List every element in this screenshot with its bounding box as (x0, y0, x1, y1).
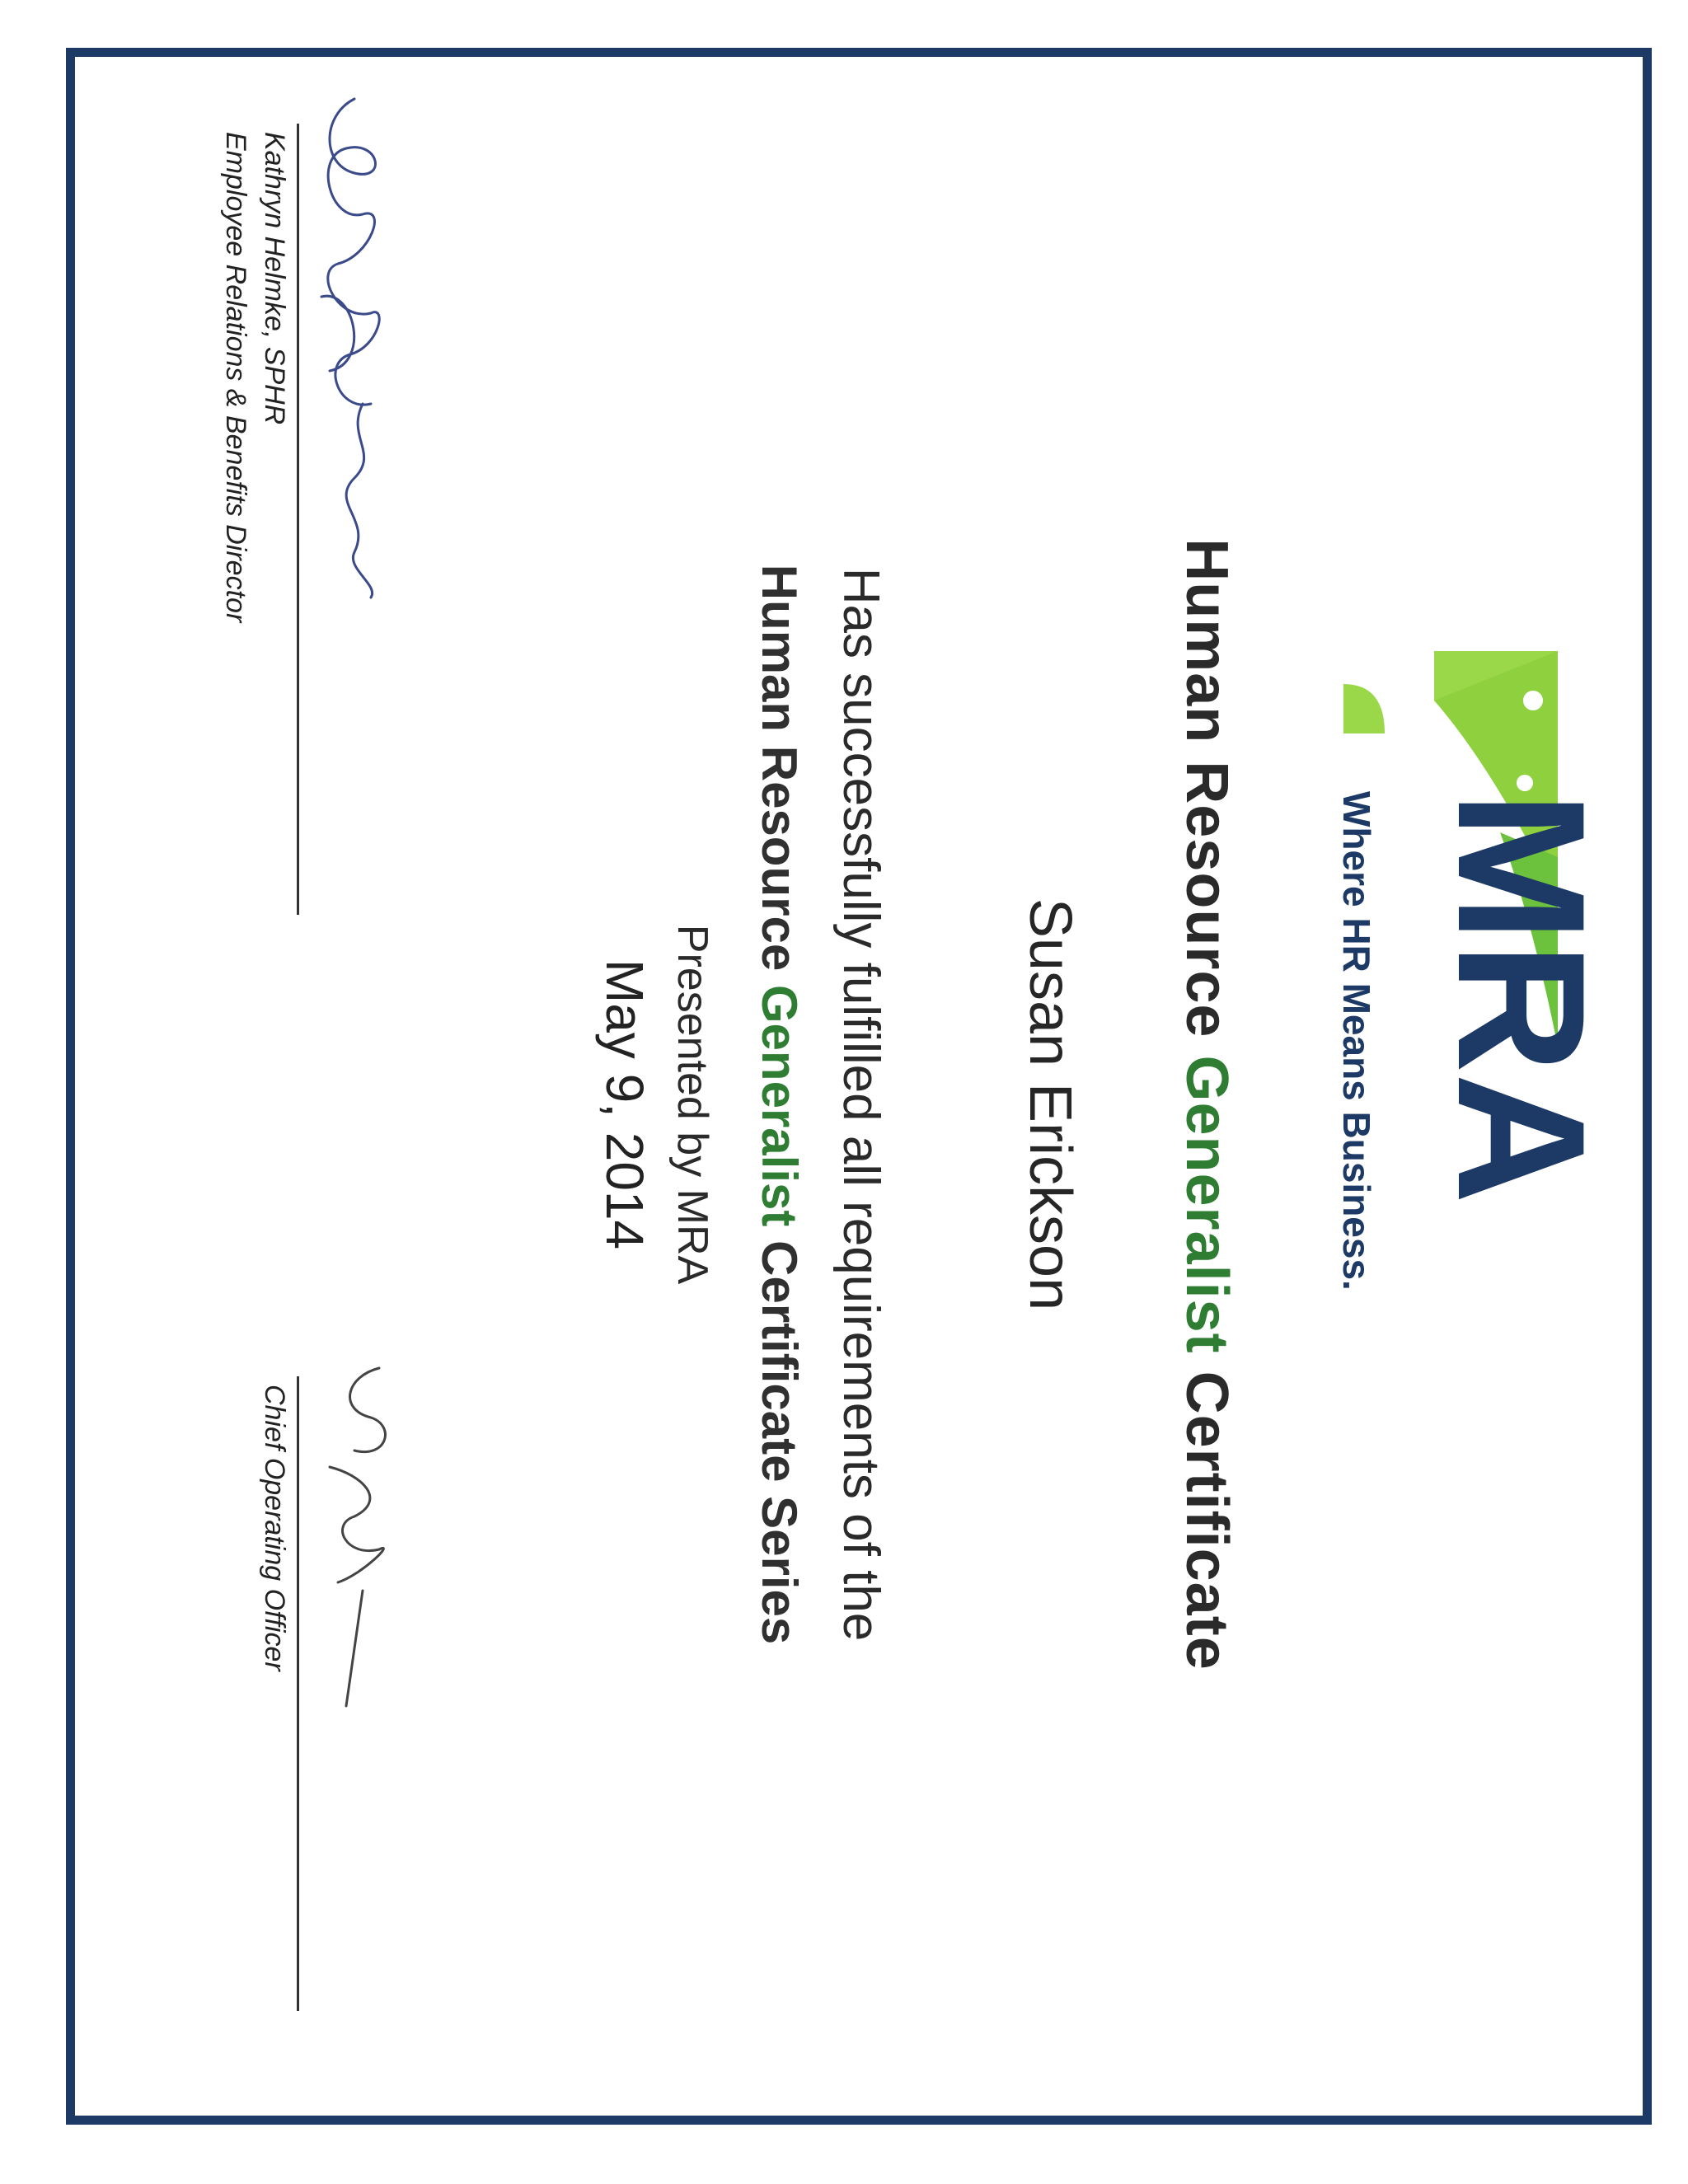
title-suffix: Certificate (1174, 1353, 1240, 1671)
completion-statement: Has successfully fulfilled all requirements of the (832, 567, 889, 1642)
series-prefix: Human Resource (752, 564, 807, 985)
signature-line-right (297, 1376, 299, 2011)
logo-dot (1517, 775, 1533, 791)
right-signature (313, 1360, 404, 1722)
left-signature (305, 91, 396, 602)
series-suffix: Certificate Series (752, 1226, 807, 1645)
logo-tagline: Where HR Means Business. (1335, 791, 1378, 1291)
logo-wordmark: MRA (1420, 791, 1623, 1205)
certificate-title (1173, 297, 1240, 1912)
right-signer-title: Chief Operating Officer (259, 1385, 290, 1671)
left-signer-title: Employee Relations & Benefits Director (220, 132, 251, 623)
title-prefix: Human Resource (1174, 538, 1240, 1056)
title-emphasis: Generalist (1174, 1055, 1240, 1354)
logo-dot (1523, 691, 1543, 710)
presented-by: Presented by MRA (668, 924, 716, 1285)
mra-logo (1335, 651, 1623, 1525)
certificate-series (751, 297, 808, 1912)
signature-line-left (297, 124, 299, 915)
series-emphasis: Generalist (752, 984, 807, 1227)
recipient-name: Susan Erickson (1017, 898, 1083, 1311)
left-signer-name: Kathryn Helmke, SPHR (259, 132, 290, 425)
presentation-date: May 9, 2014 (595, 958, 654, 1250)
logo-green-crescent (1343, 684, 1385, 733)
